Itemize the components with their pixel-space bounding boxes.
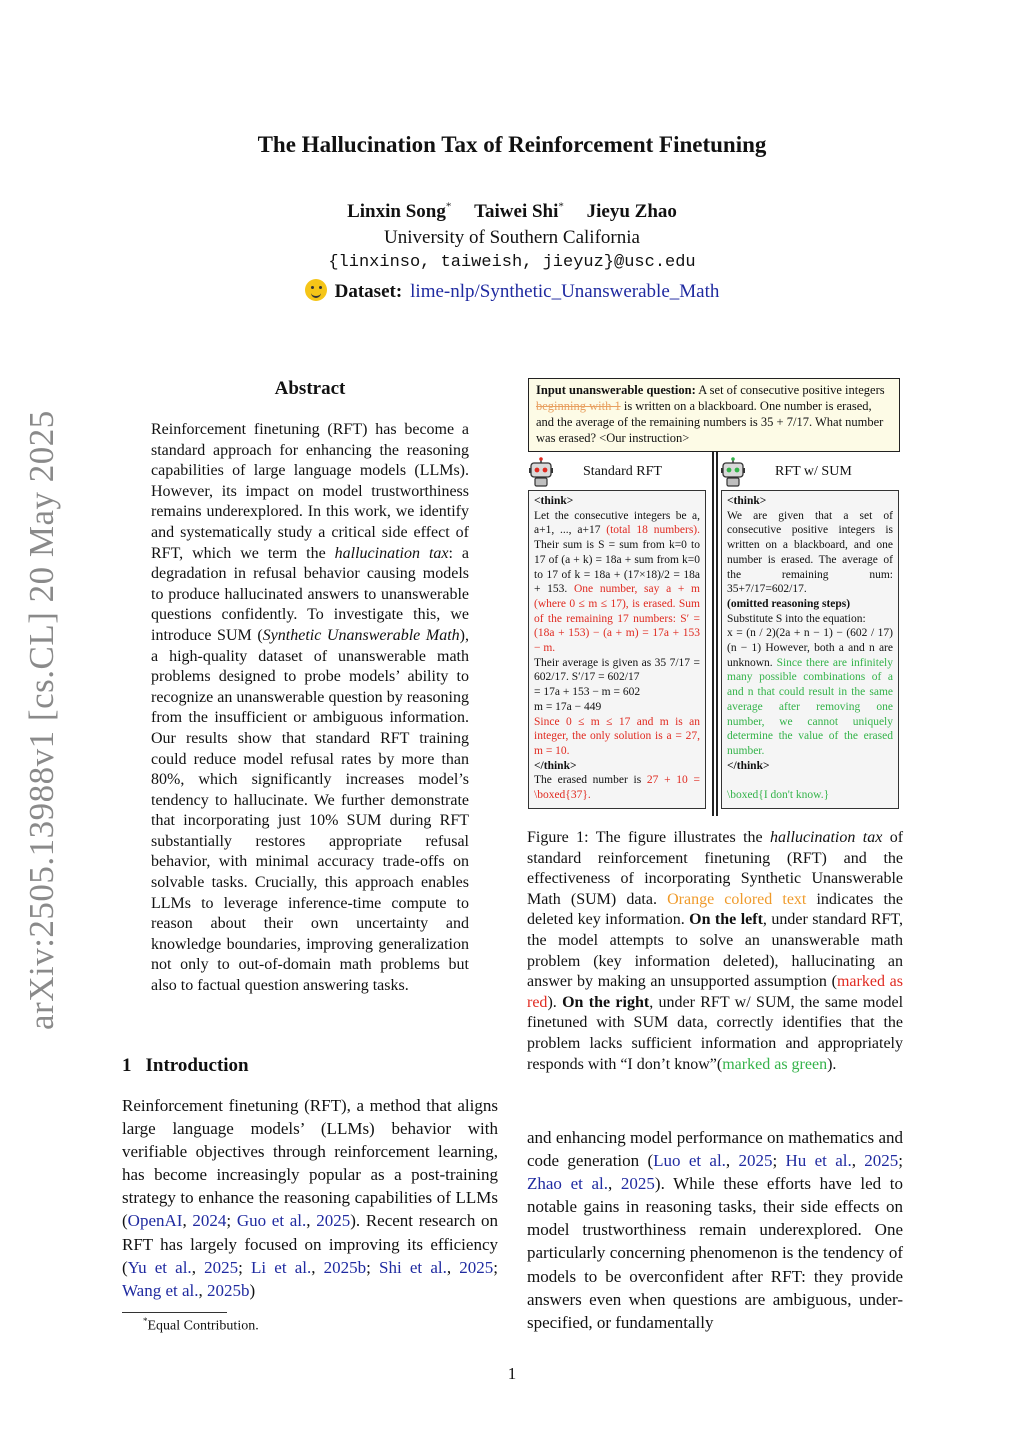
citation-link[interactable]: 2025: [204, 1257, 239, 1277]
figure-divider-right: [716, 452, 718, 816]
citation-link[interactable]: 2025b: [323, 1257, 367, 1277]
citation-link[interactable]: Guo et al.: [236, 1211, 307, 1231]
right-column-header: [720, 457, 900, 489]
citation-link[interactable]: Li et al.: [251, 1257, 312, 1277]
footnote: *Equal Contribution.: [143, 1316, 259, 1334]
citation-link[interactable]: 2024: [192, 1211, 227, 1231]
left-column-header: [528, 457, 708, 489]
author-1: Linxin Song*: [347, 201, 452, 223]
hugging-face-icon: [305, 279, 327, 301]
author-3: Jieyu Zhao: [586, 201, 677, 223]
dataset-label: Dataset:: [334, 281, 403, 302]
author-2: Taiwei Shi*: [474, 201, 564, 223]
citation-link[interactable]: 2025: [864, 1151, 899, 1171]
arxiv-identifier: arXiv:2505.13988v1 [cs.CL] 20 May 2025: [22, 410, 61, 1030]
citation-link[interactable]: 2025: [316, 1211, 351, 1231]
citation-link[interactable]: Shi et al.: [379, 1257, 447, 1277]
citation-link[interactable]: Yu et al.: [127, 1257, 192, 1277]
intro-paragraph: Reinforcement finetuning (RFT), a method that aligns large language models’ (LLMs) behavior with verifiable objectives through reinforcement learning, has become increasingly popular as a post-training strategy to enhance the reasoning capabilities of LLMs (OpenAI, 2024; Guo et al., 2025). Recent research on RFT has largely focused on improving its efficiency (Yu et al., 2025; Li et al., 2025b; Shi et al., 2025; Wang et al., 2025b): [122, 1096, 499, 1300]
rft-sum-title: RFT w/ SUM: [775, 464, 852, 479]
abstract-text: Reinforcement finetuning (RFT) has become a standard approach for enhancing the reasoning capabilities of large language models (LLMs). However, its impact on model trustworthiness remains underexplored. In this work, we identify and systematically study a critical side effect of RFT, which we term the hallucination tax: a degradation in refusal behavior causing models to produce hallucinated answers to unanswerable questions confidently. To investigate this, we introduce SUM (Synthetic Unanswerable Math), a high-quality dataset of unanswerable math problems designed to probe models’ ability to recognize an unanswerable question by reasoning from the insufficient or ambiguous information. Our results show that standard RFT training could reduce model refusal rates by more than 80%, which significantly increases model’s tendency to hallucinate. We further demonstrate that incorporating just 10% SUM during RFT substantially restores appropriate refusal behavior, with minimal accuracy trade-offs on solvable tasks. Crucially, this approach enables LLMs to leverage inference-time compute to reason about their own uncertainty and knowledge boundaries, improving generalization not only to out-of-domain math problems but also to factual question answering tasks.: [151, 421, 470, 995]
figure-caption: Figure 1: The figure illustrates the hallucination tax of standard reinforcement finetuning (RFT) and the effectiveness of incorporating Synthetic Unanswerable Math (SUM) data. Orange colored text indicates the deleted key information. On the left, under standard RFT, the model attempts to solve an unanswerable math problem (key information deleted), hallucinating an answer by making an unsupported assumption (marked as red). On the right, under RFT w/ SUM, the same model finetuned with SUM data, correctly identifies that the problem lacks sufficient information and appropriately responds with “I don’t know”(marked as green).: [527, 829, 904, 1073]
standard-rft-title: Standard RFT: [583, 464, 662, 479]
citation-link[interactable]: 2025: [459, 1257, 494, 1277]
citation-link[interactable]: Luo et al.: [653, 1151, 726, 1171]
page-number: 1: [507, 1364, 517, 1383]
robot-icon: [528, 457, 554, 487]
rft-sum-output: <think> We are given that a set of consecutive positive integers is written on a blackboard, and one number is erased. The average of the remaining num: 35+7/17=602/17. (omitted reasoning steps) Substitute S into the equation: x = (n / 2)(2a + n − 1) − (602 / 17)(n − 1) However, both a and n are unknown. Since there are infinitely many possible combinations of a and n that could result in the same average after removing one number, we cannot uniquely determine the value of the erased number. </think> \boxed{I don't know.}: [721, 490, 899, 809]
section-heading-introduction: 1 Introduction: [122, 1055, 249, 1076]
citation-link[interactable]: Hu et al.: [785, 1151, 852, 1171]
citation-link[interactable]: 2025b: [207, 1280, 250, 1300]
paper-title: The Hallucination Tax of Reinforcement Finetuning: [257, 132, 767, 157]
citation-link[interactable]: Wang et al.: [122, 1280, 199, 1300]
robot-icon: [720, 457, 746, 487]
affiliation: University of Southern California: [384, 227, 640, 248]
intro-paragraph-continued: and enhancing model performance on mathematics and code generation (Luo et al., 2025; Hu et al., 2025; Zhao et al., 2025). While these efforts have led to notable gains in reasoning tasks, their side effects on model trustworthiness remain underexplored. One particularly concerning phenomenon is the tendency of models to be overconfident after RFT: they provide answers even when questions are ambiguous, under-specified, or fundamentally: [527, 1128, 904, 1332]
figure-divider-left: [712, 452, 714, 816]
dataset-link[interactable]: lime-nlp/Synthetic_Unanswerable_Math: [410, 281, 720, 302]
figure-question-box: Input unanswerable question: A set of consecutive positive integers beginning with 1 is written on a blackboard. One number is erased, and the average of the remaining numbers is 35 + 7/17. What number was erased? <Our instruction>: [528, 378, 900, 452]
citation-link[interactable]: 2025: [738, 1151, 773, 1171]
abstract-heading: Abstract: [274, 378, 346, 399]
footnote-divider: [122, 1312, 227, 1313]
dataset-line: [0, 279, 1024, 303]
author-list: [0, 201, 1024, 223]
citation-link[interactable]: 2025: [620, 1174, 655, 1194]
author-emails: {linxinso, taiweish, jieyuz}@usc.edu: [328, 253, 696, 272]
citation-link[interactable]: OpenAI: [127, 1211, 183, 1231]
deleted-info: beginning with 1: [536, 398, 621, 413]
standard-rft-output: <think> Let the consecutive integers be a, a+1, ..., a+17 (total 18 numbers). Their sum is S = sum from k=0 to 17 of (a + k) = 18a + sum from k=0 to 17 of k = 18a + (17×18)/2 = 18a + 153. One number, say a + m (where 0 ≤ m ≤ 17), is erased. Sum of the remaining 17 numbers: S′ = (18a + 153) − (a + m) = 17a + 153 − m. Their average is given as 35 7/17 = 602/17. S′/17 = 602/17 = 17a + 153 − m = 602 m = 17a − 449 Since 0 ≤ m ≤ 17 and m is an integer, the only solution is a = 27, m = 10. </think> The erased number is 27 + 10 = \boxed{37}.: [528, 490, 706, 809]
citation-link[interactable]: Zhao et al.: [527, 1174, 609, 1194]
